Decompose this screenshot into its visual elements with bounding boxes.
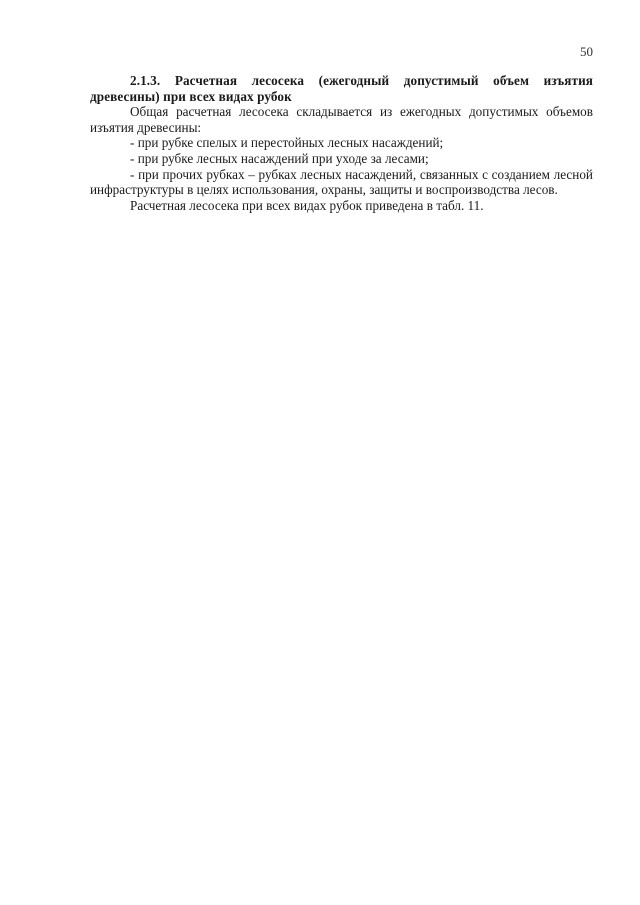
- closing-paragraph: Расчетная лесосека при всех видах рубок приведена в табл. 11.: [130, 197, 484, 213]
- list-item: - при рубке лесных насаждений при уходе за лесами;: [130, 150, 429, 166]
- section-body: [90, 73, 593, 213]
- section-heading: 2.1.3. Расчетная лесосека (ежегодный допустимый объем изъятия древесины) при всех видах рубок: [90, 73, 593, 104]
- intro-paragraph: Общая расчетная лесосека складывается из ежегодных допустимых объемов изъятия древесины:: [90, 104, 593, 135]
- list-item: - при рубке спелых и перестойных лесных насаждений;: [130, 135, 444, 151]
- page-number: 50: [580, 44, 593, 59]
- list-item: - при прочих рубках – рубках лесных насаждений, связанных с созданием лесной инфраструктуры в целях использования, охраны, защиты и воспроизводства лесов.: [90, 166, 593, 198]
